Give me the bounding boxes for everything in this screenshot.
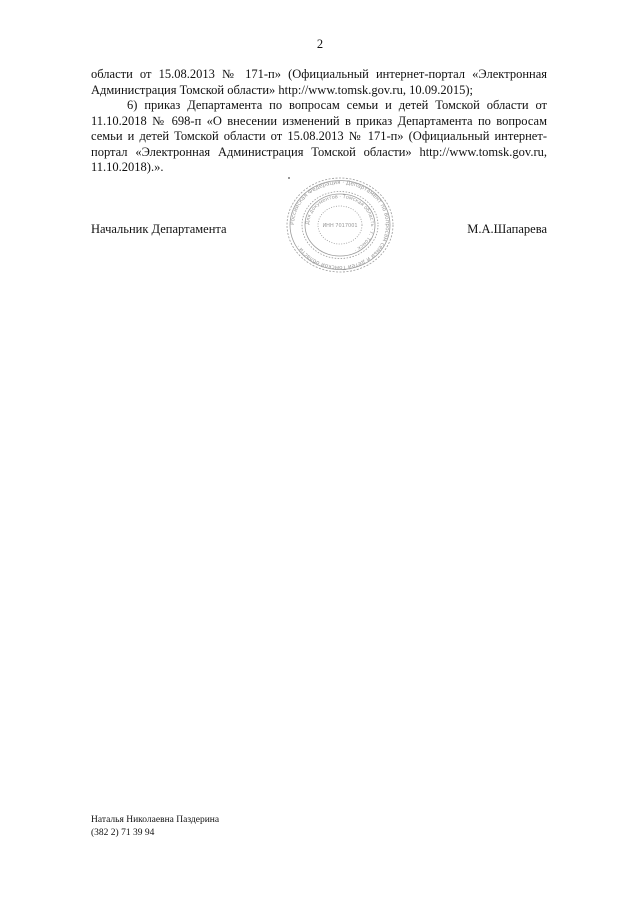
executor-name: Наталья Николаевна Паздерина: [91, 815, 220, 825]
seal-middle-text: Для документов · Томская область · г. Томск ·: [304, 193, 376, 253]
page-number: 2: [316, 37, 324, 51]
executor-info: [91, 814, 219, 840]
seal-outer-text: Российская Федерация · Департамент по вопросам семьи и детей Томской области ·: [289, 179, 391, 271]
document-body: [91, 67, 547, 176]
signatory-title: Начальник Департамента: [91, 222, 227, 236]
paragraph-item-6: 6) приказ Департамента по вопросам семьи и детей Томской области от 11.10.2018 № 698-п «О внесении изменений в приказ Департамента по вопросам семьи и детей Томской области от 15.08.2013 № 171-п» (Официальный интернет-портал «Электронная Администрация Томской области» http://www.tomsk.gov.ru, 11.10.2018).».: [91, 98, 547, 174]
paragraph-continuation: области от 15.08.2013 № 171-п» (Официальный интернет-портал «Электронная Администрация Томской области» http://www.tomsk.gov.ru, 10.09.2015);: [91, 67, 547, 97]
executor-phone: (382 2) 71 39 94: [91, 828, 155, 838]
signature-block: [91, 222, 547, 240]
seal-center-text: ИНН 7017001: [322, 223, 358, 229]
signatory-name: М.А.Шапарева: [467, 222, 547, 236]
